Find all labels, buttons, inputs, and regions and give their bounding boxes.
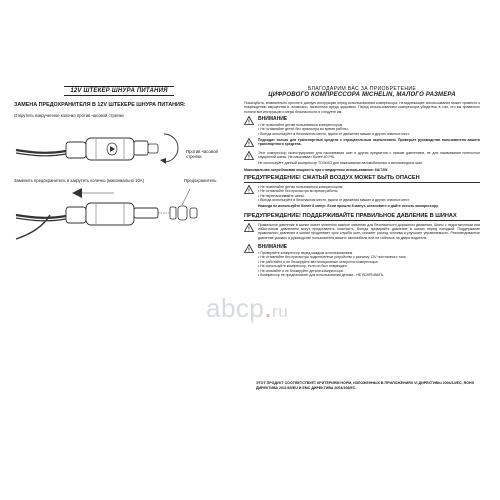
left-column: [14, 86, 224, 235]
tire-pressure-block: [244, 223, 480, 242]
tire-pressure-text: Правильное давление в шинах имеет жизненно важное значение для безопасности дорожного движения. Шины с недостаточным или избыточным давлением могут представлять опасность. Всегда проверяйте давление в шинах перед поездкой. Поддержание правильного давления в шинах продлевает срок службы шин, снижает расход топлива и улучшает управляемость. Рекомендованное давление указано в руководстве пользователя вашего автомобиля или на табличке на двери водителя.: [258, 222, 480, 240]
svg-text:!: !: [248, 119, 250, 125]
svg-text:!: !: [248, 154, 250, 160]
list-item: • Не работайте и не блокируйте вентиляционные отверстия компрессора.: [258, 260, 480, 264]
attention-block-2: [244, 151, 480, 168]
fuse-replacement-heading: ЗАМЕНА ПРЕДОХРАНИТЕЛЯ В 12V ШТЕКЕРЕ ШНУРА ПИТАНИЯ:: [14, 102, 186, 108]
list-item: • Не перенакачивайте шины.: [258, 194, 480, 198]
plug-section-title: 12V ШТЕКЕР ШНУРА ПИТАНИЯ: [64, 86, 174, 96]
list-item: • Всегда используйте в безопасном месте, вдали от движения машин и других опасных мест.: [258, 132, 480, 136]
attention-block-3-body: [258, 244, 480, 277]
max-power-text: Максимальная потребляемая мощность при стандартном использовании: 6А/72W: [244, 167, 388, 172]
attention-block-3: [244, 244, 480, 277]
watermark-tld: ru: [272, 302, 289, 321]
list-item: • Компрессор не предназначен для использования детьми - НЕ ВСКРЫВАТЬ.: [258, 273, 480, 277]
list-item: • Не оставляйте детей без присмотра во время работы.: [258, 127, 480, 131]
warning-triangle-icon: [244, 138, 254, 147]
runtime-note: Никогда не используйте более 8 минут. Если прошло 8 минут, остановите и дайте остыть компрессору.: [258, 203, 439, 208]
list-item: • Не оставляйте без присмотра во время работы.: [258, 189, 480, 193]
ground-note-block: [244, 138, 480, 149]
step-1-text: Открутить накрученное колечко против часовой стрелки: [14, 113, 124, 118]
list-item: • Не снимайте и не блокируйте детали компрессора.: [258, 269, 480, 273]
warning-triangle-icon: [244, 116, 254, 125]
svg-text:!: !: [248, 188, 250, 194]
svg-text:!: !: [248, 247, 250, 253]
counterclockwise-label: Против часовой стрелки: [186, 149, 218, 159]
compressed-air-warning-heading: ПРЕДУПРЕЖДЕНИЕ! СЖАТЫЙ ВОЗДУХ МОЖЕТ БЫТЬ ОПАСЕН: [244, 175, 480, 183]
step-2-instruction: Заменить предохранитель и закрутить колечко (максимально 10А): [14, 178, 144, 183]
attention-heading-3: ВНИМАНИЕ: [258, 244, 288, 250]
intro-paragraph: Пожалуйста, внимательно прочтите данную инструкцию перед использованием компрессора. Ненадлежащее использование может привести к повреждению имущества и, возможно, нанесению вреда здоровью. Перед использованием компрессора убедитесь в том, что вы правильно поняли все инструкции и меры безопасности и следуете им.: [244, 101, 480, 114]
watermark-logo: [206, 293, 288, 324]
ground-note: Подходит только для транспортных средств с отрицательным заземлением. Проверьте руководство пользователя вашего транспортного средства.: [258, 138, 480, 147]
thanks-heading: БЛАГОДАРИМ ВАС ЗА ПРИОБРЕТЕНИЕ: [307, 86, 417, 92]
compressed-air-list: [258, 185, 480, 203]
watermark-dot: .: [264, 293, 273, 323]
compressed-air-block: [244, 185, 480, 210]
compressed-air-block-body: [258, 185, 480, 210]
tire-pressure-warning-heading: ПРЕДУПРЕЖДЕНИЕ! ПОДДЕРЖИВАЙТЕ ПРАВИЛЬНОЕ ДАВЛЕНИЕ В ШИНАХ: [244, 213, 480, 221]
attention-list-3: [258, 251, 480, 277]
list-item: • Не используйте компрессор, если он был поврежден.: [258, 264, 480, 268]
right-column: [244, 86, 480, 277]
attention-block-1: [244, 116, 480, 136]
compliance-footnote: ЭТОТ ПРОДУКТ СООТВЕТСТВУЕТ КРИТЕРИЯМ НОРМ, ИЗЛОЖЕННЫХ В ПРИЛОЖЕНИЯХ VI ДИРЕКТИВЫ 2006/14/EC, ROHS ДИРЕКТИВА 2011/65/EU И ЕМС ДИРЕКТИВА 2004/108/EC.: [256, 381, 475, 390]
watermark-brand: abcp: [206, 293, 265, 323]
plug-diagram-2: [14, 185, 224, 235]
plug-fuse-illustration: [14, 185, 224, 241]
attention-block-2-body: [258, 151, 480, 168]
list-item: • Не позволяйте детям пользоваться компрессором.: [258, 123, 480, 127]
plug-diagram-1: [14, 120, 224, 170]
warning-triangle-icon: [244, 185, 254, 194]
fuse-label: Предохранитель: [184, 178, 217, 183]
warning-triangle-icon: [244, 151, 254, 160]
inflation-note: Этот компрессор сконструирован для накачивания шин и других предметов с низким давлением, не для накачивания полностью спущенной шины. Не накачивает более 40 PSI.: [258, 150, 480, 159]
attention-block-1-body: [258, 116, 480, 136]
svg-text:!: !: [248, 141, 250, 148]
usage-note: Не используйте данный компрессор ТОЛЬКО для накачивания автомобильных и велосипедных шин.: [258, 161, 424, 166]
plug-unscrew-illustration: [14, 120, 224, 170]
warning-triangle-icon: [244, 244, 254, 253]
product-heading: ЦИФРОВОГО КОМПРЕССОРА MICHELIN, МАЛОГО РАЗМЕРА: [268, 92, 456, 98]
attention-list-1: [258, 123, 480, 136]
list-item: • Проверяйте компрессор перед каждым использованием.: [258, 251, 480, 255]
svg-text:!: !: [248, 226, 250, 232]
list-item: • Всегда используйте в безопасном месте, вдали от движения машин и других опасных мест.: [258, 198, 480, 202]
list-item: • Не позволяйте детям пользоваться компрессором.: [258, 185, 480, 189]
list-item: • Не оставляйте без присмотра подключенное устройство к разъему 12V постоянного тока.: [258, 255, 480, 259]
attention-heading-1: ВНИМАНИЕ: [258, 115, 288, 122]
step-2-text: [14, 178, 224, 183]
warning-triangle-icon: [244, 223, 254, 232]
